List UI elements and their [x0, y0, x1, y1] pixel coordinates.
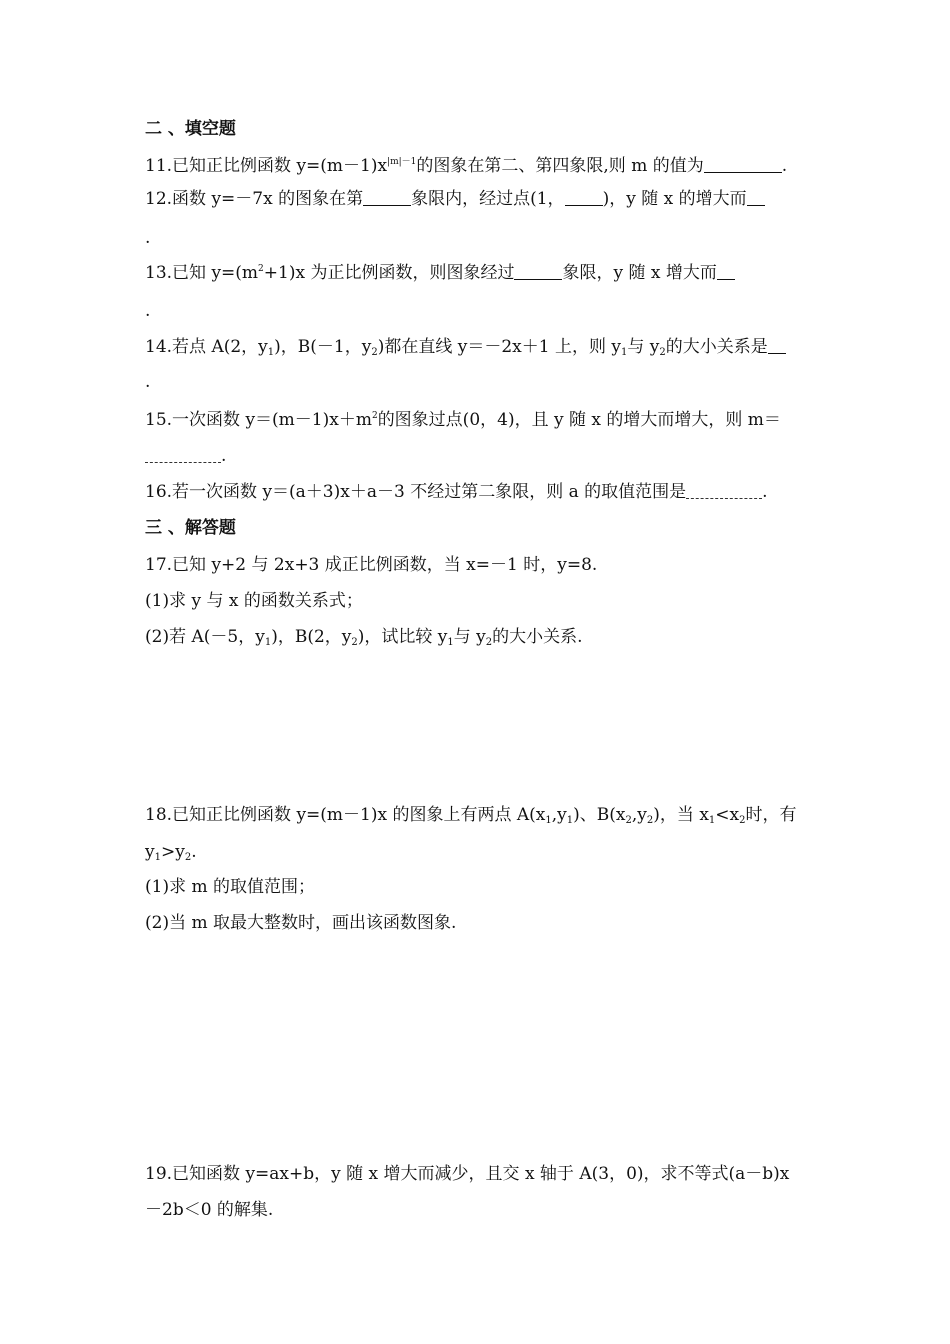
question-18-part1: (1)求 m 的取值范围；: [145, 877, 316, 897]
question-13-end: .: [145, 301, 151, 321]
question-11: 11.已知正比例函数 $y=(m-1)x^{|m|-1}$的图象在第二、第四象限,则 m 的值为 .: [145, 156, 788, 176]
answer-blank[interactable]: [145, 446, 221, 463]
question-12-end: .: [145, 228, 151, 248]
answer-blank[interactable]: [704, 156, 782, 173]
question-17-part2: (2)若 A(－5，$y_1$)，B(2，$y_2$)，试比较 $y_1$与 $y_2$的大小关系.: [145, 627, 583, 648]
section-title-fill-in: 二 、填空题: [145, 119, 236, 139]
answer-blank[interactable]: [768, 337, 786, 354]
question-18-stem-line2: $y_1>y_2$.: [145, 842, 197, 863]
question-18-part2: (2)当 m 取最大整数时，画出该函数图象.: [145, 913, 457, 933]
answer-blank[interactable]: [747, 189, 765, 206]
question-17-part1: (1)求 y 与 x 的函数关系式；: [145, 591, 363, 611]
question-17-stem: 17.已知 y+2 与 2x+3 成正比例函数，当 x=－1 时，y=8.: [145, 555, 598, 575]
answer-blank[interactable]: [686, 482, 762, 499]
question-16: 16.若一次函数 y＝(a＋3)x＋a－3 不经过第二象限，则 a 的取值范围是 .: [145, 482, 768, 502]
answer-blank[interactable]: [565, 189, 603, 206]
question-19-line1: 19.已知函数 y=ax+b，y 随 x 增大而减少，且交 x 轴于 A(3，0)，求不等式(a－b)x: [145, 1164, 790, 1184]
question-18-stem: 18.已知正比例函数 y=(m－1)x 的图象上有两点 $A(x_1,y_1)$、$B(x_2,y_2)$，当 $x_1<x_2$时，有: [145, 805, 797, 826]
question-13: 13.已知 $y=(m^2+1)x$ 为正比例函数，则图象经过 象限，y 随 x 增大而: [145, 261, 735, 285]
answer-blank[interactable]: [514, 263, 562, 280]
answer-blank[interactable]: [717, 263, 735, 280]
question-14-end: .: [145, 372, 151, 392]
question-15-line2: .: [145, 444, 226, 468]
question-14: 14.若点 A(2，$y_1$)，B(－1，$y_2$)都在直线 y＝－2x＋1 上，则 $y_1$与 $y_2$的大小关系是: [145, 335, 786, 359]
section-title-answer: 三 、解答题: [145, 518, 236, 538]
question-19-line2: －2b＜0 的解集.: [145, 1200, 274, 1220]
question-15: 15.一次函数 $y=(m-1)x+m^2$的图象过点(0，4)，且 y 随 x 的增大而增大，则 m＝: [145, 410, 781, 430]
question-12: 12.函数 y=－7x 的图象在第 象限内，经过点(1， )，y 随 x 的增大而: [145, 187, 765, 211]
answer-blank[interactable]: [363, 189, 411, 206]
